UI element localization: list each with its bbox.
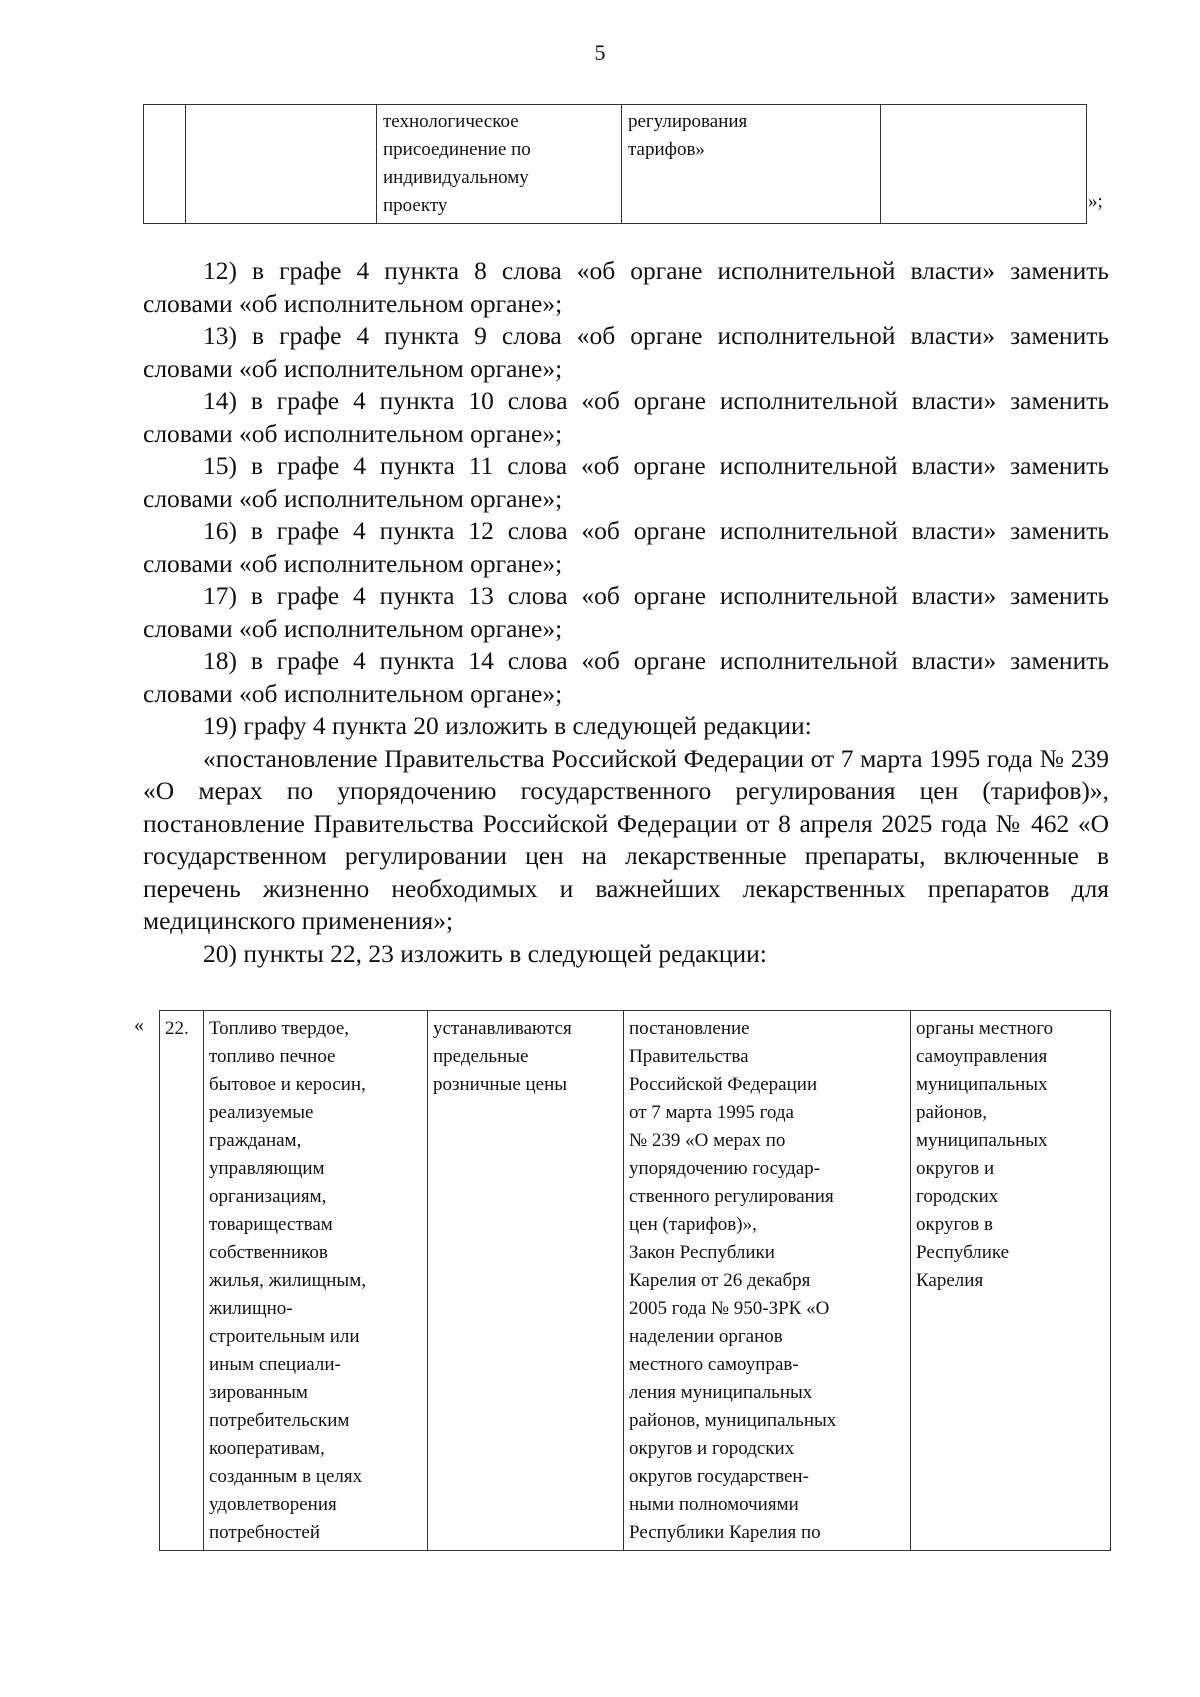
bottom-table xyxy=(159,1010,1111,1551)
table-row xyxy=(160,1011,1111,1551)
paragraph-18: 18) в графе 4 пункта 14 слова «об органе исполнительной власти» заменить словами «об исполнительном органе»; xyxy=(143,646,1109,708)
table-cell-name xyxy=(186,105,377,224)
paragraph-17: 17) в графе 4 пункта 13 слова «об органе исполнительной власти» заменить словами «об исполнительном органе»; xyxy=(143,581,1109,643)
closing-quote-mark: »; xyxy=(1088,191,1103,212)
table-row xyxy=(144,105,1087,224)
paragraph-19: 19) графу 4 пункта 20 изложить в следующей редакции: xyxy=(203,711,812,740)
table-cell-number xyxy=(144,105,186,224)
table-cell-basis: постановление Правительства Российской Федерации от 7 марта 1995 года № 239 «О мерах по упорядочению государ- ственного регулирования цен (тарифов)», Закон Республики Карелия от 26 декабря 2005 года № 950-ЗРК «О наделении органов местного самоуправ- ления муниципальных районов, муниципальных округов и городских округов государствен- ными полномочиями Республики Карелия по xyxy=(624,1011,911,1551)
paragraph-15: 15) в графе 4 пункта 11 слова «об органе исполнительной власти» заменить словами «об исполнительном органе»; xyxy=(143,451,1109,513)
top-table xyxy=(143,104,1087,224)
paragraph-16: 16) в графе 4 пункта 12 слова «об органе исполнительной власти» заменить словами «об исполнительном органе»; xyxy=(143,516,1109,578)
table-cell-name: Топливо твердое, топливо печное бытовое и керосин, реализуемые гражданам, управляющим организациям, товариществам собственников жилья, жилищным, жилищно- строительным или иным специали- зированным потребительским кооперативам, созданным в целях удовлетворения потребностей xyxy=(204,1011,428,1551)
paragraph-20: 20) пункты 22, 23 изложить в следующей редакции: xyxy=(203,938,767,968)
paragraph-12: 12) в графе 4 пункта 8 слова «об органе исполнительной власти» заменить словами «об исполнительном органе»; xyxy=(143,256,1109,318)
opening-quote-mark: « xyxy=(134,1014,144,1036)
table-cell-authority: органы местного самоуправления муниципальных районов, муниципальных округов и городских округов в Республике Карелия xyxy=(911,1011,1111,1551)
table-cell-basis: регулирования тарифов» xyxy=(622,105,881,224)
paragraph-19-text: «постановление Правительства Российской Федерации от 7 марта 1995 года № 239 «О мерах по упорядочению государственного регулирования цен (тарифов)», постановление Правительства Российской Федерации от 8 апреля 2025 года № 462 «О государственном регулировании цен на лекарственные препараты, включенные в перечень жизненно необходимых и важнейших лекарственных препаратов для медицинского применения»; xyxy=(143,743,1109,935)
paragraph-14: 14) в графе 4 пункта 10 слова «об органе исполнительной власти» заменить словами «об исполнительном органе»; xyxy=(143,386,1109,448)
table-cell-authority xyxy=(881,105,1087,224)
table-cell-subject: технологическое присоединение по индивидуальному проекту xyxy=(377,105,622,224)
table-cell-number: 22. xyxy=(160,1011,204,1551)
paragraph-13: 13) в графе 4 пункта 9 слова «об органе исполнительной власти» заменить словами «об исполнительном органе»; xyxy=(143,321,1109,383)
page-number: 5 xyxy=(594,40,606,65)
amendment-text xyxy=(143,255,1109,970)
table-cell-subject: устанавливаются предельные розничные цены xyxy=(428,1011,624,1551)
